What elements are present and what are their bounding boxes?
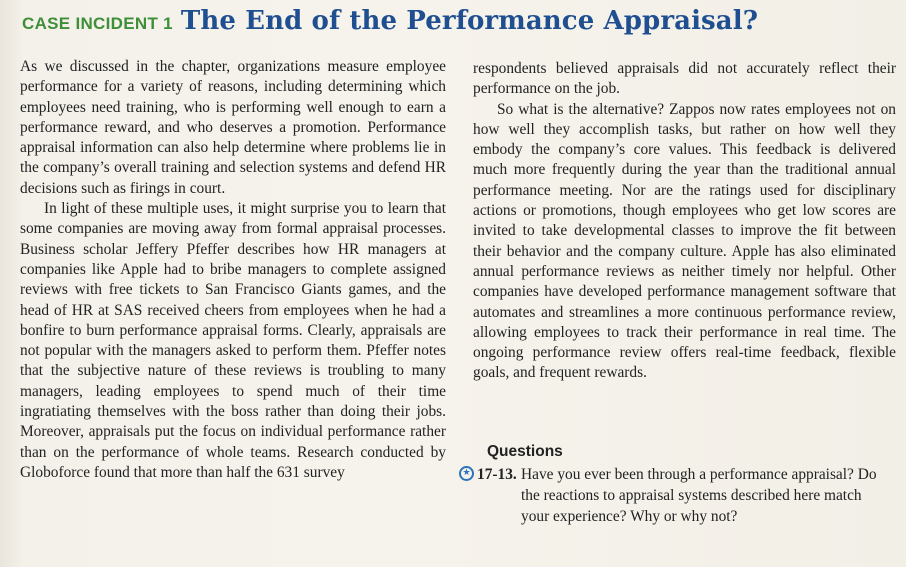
paragraph: respondents believed appraisals did not accurately reflect their performance on the job. <box>473 60 896 98</box>
case-title: The End of the Performance Appraisal? <box>180 6 759 36</box>
questions-section <box>462 443 893 527</box>
question-item <box>462 464 893 527</box>
paragraph: As we discussed in the chapter, organizations measure employee performance for a variety of reasons, including determining which employees need training, who is performing well enough to earn a performance reward, and who deserves a promotion. Performance appraisal information can also help determine where problems lie in the company’s overall training and selection systems and defend HR decisions such as firings in court. <box>20 58 446 197</box>
paragraph: So what is the alternative? Zappos now rates employees not on how well they accomplish tasks, but rather on how well they embody the company’s core values. This feedback is delivered much more frequently during the year than the traditional annual performance meeting. Nor are the ratings used for disciplinary actions or promotions, though employees who get low scores are invited to take developmental classes to improve the fit between their behavior and the company culture. Apple has also eliminated annual performance reviews as neither timely nor helpful. Other companies have developed performance management software that automates and streamlines a more continuous performance review, allowing employees to track their performance in real time. The ongoing performance review offers real-time feedback, flexible goals, and frequent rewards. <box>473 100 896 382</box>
case-header <box>22 6 758 36</box>
paragraph: In light of these multiple uses, it might surprise you to learn that some companies are moving away from formal appraisal processes. Business scholar Jeffery Pfeffer describes how HR managers at companies like Apple had to bribe managers to complete assigned reviews with free tickets to San Francisco Giants games, and the head of HR at SAS received cheers from employees when he had a bonfire to burn performance appraisal forms. Clearly, appraisals are not popular with the managers asked to perform them. Pfeffer notes that the subjective nature of these reviews is troubling to many managers, leading employees to spend much of their time ingratiating themselves with the boss rather than doing their jobs. Moreover, appraisals put the focus on individual performance rather than on the performance of whole teams. Research conducted by Globoforce found that more than half the 631 survey <box>20 200 446 481</box>
question-text: Have you ever been through a performance appraisal? Do the reactions to appraisal systems described here match your experience? Why or why not? <box>521 466 877 525</box>
question-number: 17-13. <box>477 466 517 483</box>
left-column <box>20 57 446 483</box>
star-circle-icon: ★ <box>459 466 474 481</box>
right-column <box>473 59 896 384</box>
questions-heading: Questions <box>487 443 563 460</box>
case-kicker: CASE INCIDENT 1 <box>22 14 173 33</box>
